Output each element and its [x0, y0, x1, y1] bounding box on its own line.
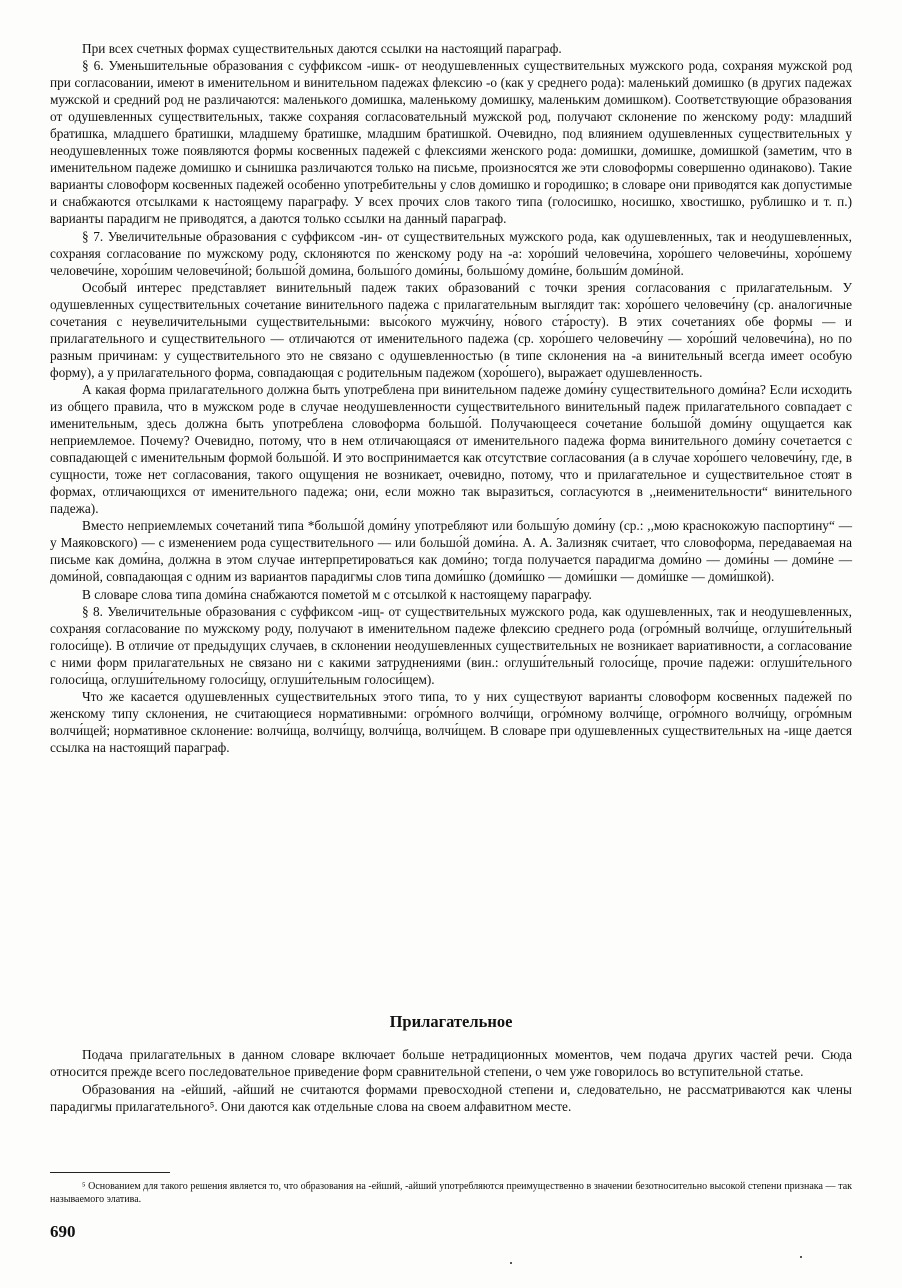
- paragraph-section-7: § 7. Увеличительные образования с суффиксом -ин- от существительных мужского рода, как одушевленных, так и неодушевленных, сохраняя согласование по мужскому роду, склоняются по женскому роду на -а: хоро́ший человечи́на, хоро́шего человечи́ны, хоро́шему человечи́не, хоро́шим человечи́ной; большо́й домина, большо́го доми́ны, большо́му доми́не, больши́м доми́ной.: [50, 228, 852, 278]
- paragraph: Подача прилагательных в данном словаре включает больше нетрадиционных моментов, чем подача других частей речи. Сюда относится прежде всего последовательное приведение форм сравнительной степени, о чем уже говорилось во вступительной статье.: [50, 1047, 852, 1080]
- page-number: 690: [50, 1222, 76, 1241]
- footnote-divider: [50, 1172, 170, 1173]
- section-heading: Прилагательное: [389, 1012, 513, 1031]
- paragraph: В словаре слова типа доми́на снабжаются пометой м с отсылкой к настоящему параграфу.: [82, 586, 592, 602]
- paragraph: Особый интерес представляет винительный падеж таких образований с точки зрения согласования с прилагательным. У одушевленных существительных сочетание винительного падежа с прилагательным выглядит так: хоро́шего человечи́ну (ср. аналогичные сочетания с неувеличительными существительными: высо́кого мужчи́ну, но́вого ста́росту). В этих сочетаниях обе формы — и прилагательного и существительного — отличаются от именительного падежа (ср. хоро́шего человечи́ну — хоро́ший человечи́на), но по разным причинам: у существительного это не связано с одушевленностью (в типе склонения на -а винительный всегда имеет особую форму), а у прилагательного форма, совпадающая с родительным падежом (хоро́шего), выражает одушевленность.: [50, 279, 852, 380]
- scan-speck: [800, 1256, 802, 1258]
- body-text: [50, 40, 852, 756]
- paragraph: При всех счетных формах существительных даются ссылки на настоящий параграф.: [82, 41, 562, 56]
- adjective-section-text: [50, 1046, 852, 1115]
- paragraph-section-8: § 8. Увеличительные образования с суффиксом -ищ- от существительных мужского рода, как одушевленных, так и неодушевленных, сохраняя согласование по мужскому роду, получают в именительном падеже флексию среднего рода (огро́мный волчи́ще, оглуши́тельный голоси́ще). В отличие от предыдущих случаев, в склонении неодушевленных существительных не возникает вариативности, а согласование с ними форм прилагательных не связано ни с какими затруднениями (вин.: оглуши́тельный голоси́ще, прочие падежи: оглуши́тельного голоси́ща, оглуши́тельному голоси́щу, оглуши́тельным голоси́щем).: [50, 603, 852, 687]
- footnote: ⁵ Основанием для такого решения является то, что образования на -ейший, -айший употребляются преимущественно в значении безотносительно высокой степени признака — так называемого элатива.: [50, 1181, 852, 1205]
- paragraph-section-6: § 6. Уменьшительные образования с суффиксом -ишк- от неодушевленных существительных мужского рода, сохраняя мужской род при согласовании, имеют в именительном и винительном падежах флексию -о (как у среднего рода): маленький домишко (в других падежах мужской и средний род не различаются: маленького домишка, маленькому домишку, маленьким домишком). Соответствующие образования от одушевленных существительных, также сохраняя согласовательный мужской род, получают склонение по женскому роду: младший братишка, младшего братишки, младшему братишке, младшим братишкой. Очевидно, под влиянием одушевленных существительных у неодушевленных тоже появляются формы косвенных падежей с флексиями женского рода: домишки, домишке, домишкой (заметим, что в именительном падеже домишко и сынишка различаются только на письме, произносятся же эти словоформы совершенно одинаково). Такие варианты словоформ косвенных падежей особенно употребительны у слов домишко и городишко; в словаре они приводятся как допустимые и снабжаются отсылками к настоящему параграфу. У всех прочих слов такого типа (голосишко, носишко, хвостишко, рублишко и т. п.) варианты парадигм не приводятся, а даются только ссылки на данный параграф.: [50, 58, 852, 227]
- paragraph: Образования на -ейший, -айший не считаются формами превосходной степени и, следовательно, не рассматриваются как члены парадигмы прилагательного⁵. Они даются как отдельные слова на своем алфавитном месте.: [50, 1081, 852, 1114]
- scan-speck: [510, 1262, 512, 1264]
- paragraph: Что же касается одушевленных существительных этого типа, то у них существуют варианты словоформ косвенных падежей по женскому типу склонения, не считающиеся нормативными: огро́много волчи́щи, огро́мному волчи́ще, огро́много волчи́щу, огро́мным волчи́щей; нормативное склонение: волчи́ща, волчи́щу, волчи́ща, волчи́щем. В словаре при одушевленных существительных на -ище дается ссылка на настоящий параграф.: [50, 688, 852, 755]
- paragraph: Вместо неприемлемых сочетаний типа *большо́й доми́ну употребляют или большу́ю доми́ну (ср.: ,,мою краснокожую паспортину“ — у Маяковского) — с изменением рода существительного — или большо́й доми́на. А. А. Зализняк считает, что словоформа, передаваемая на письме как доми́на, должна в этом случае интерпретироваться как доми́но; тогда получается парадигма доми́но — доми́ны — доми́не — доми́ной, совпадающая с одним из вариантов парадигмы слов типа доми́шко (доми́шко — доми́шки — доми́шке — доми́шкой).: [50, 518, 852, 585]
- paragraph: А какая форма прилагательного должна быть употреблена при винительном падеже доми́ну существительного доми́на? Если исходить из общего правила, что в мужском роде в случае неодушевленности существительного винительный падеж прилагательного совпадает с именительным, здесь должна быть употреблена словоформа большо́й. Получающееся сочетание большо́й доми́ну ощущается как неприемлемое. Почему? Очевидно, потому, что в нем отличающаяся от именительного падежа форма винительного доми́ну сочетается с совпадающей с именительным формой большо́й. И это воспринимается как отсутствие согласования (а в случае хоро́шего человечи́ну, где, в сущности, тоже нет согласования, такого ощущения не возникает, очевидно, потому, что и прилагательное и существительное стоят в формах, отличающихся от именительного падежа; они, если можно так выразиться, согласуются в ,,неименительности“ винительного падежа).: [50, 381, 852, 517]
